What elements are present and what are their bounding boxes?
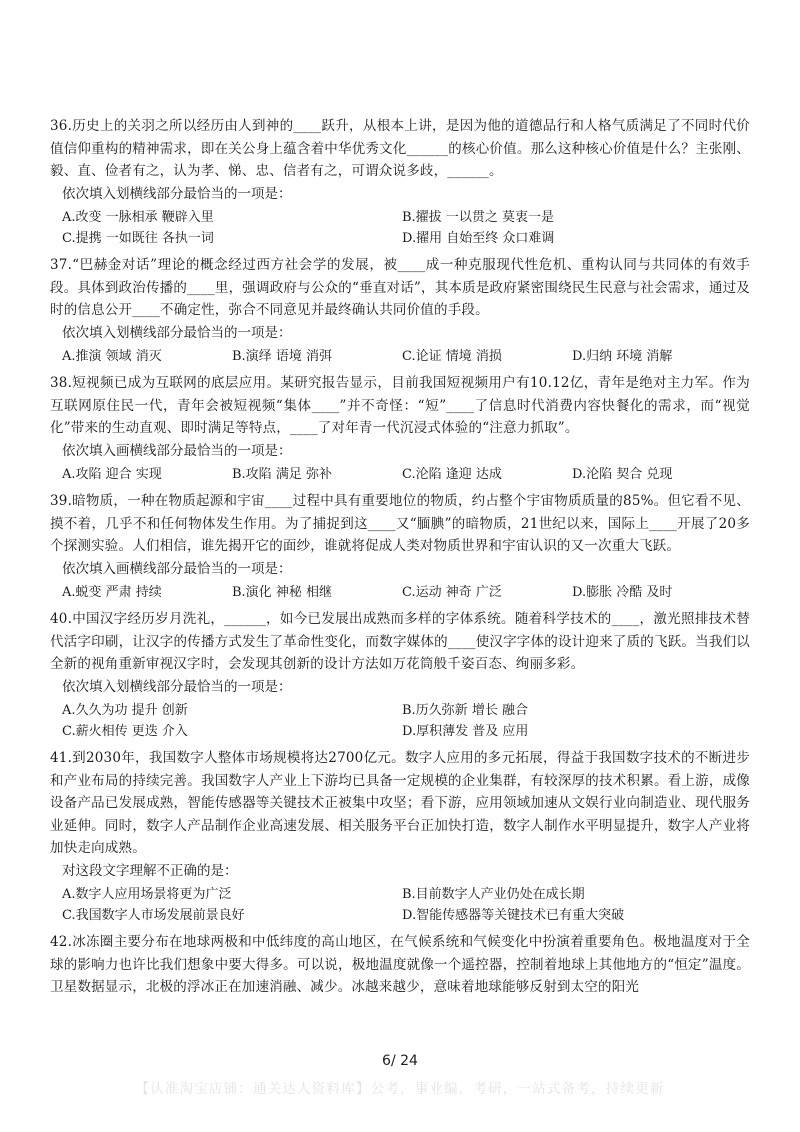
question-40 [50,608,750,742]
question-stem: 41.到2030年，我国数字人整体市场规模将达2700亿元。数字人应用的多元拓展，得益于我国数字技术的不断进步和产业布局的持续完善。我国数字人产业上下游均已具备一定规模的企业集群，有较深厚的技术积累。看上游，成像设备产品已发展成熟，智能传感器等关键技术正被集中攻坚；看下游，应用领域加速从文娱行业向制造业、现代服务业延伸。同时，数字人产品制作企业高速发展、相关服务平台正加快打造，数字人制作水平明显提升，数字人产业将加快走向成熟。 [50,750,750,856]
option-a: A.攻陷 迎合 实现 [62,467,162,482]
question-37 [50,254,750,367]
options [62,582,750,603]
question-prompt: 依次填入画横线部分最恰当的一项是： [62,560,292,577]
page-number: 6/ 24 [382,1053,418,1069]
question-stem: 38.短视频已成为互联网的底层应用。某研究报告显示，目前我国短视频用户有10.12亿，青年是绝对主力军。作为互联网原住民一代，青年会被短视频“集体____”并不奇怪：“短”____了信息时代消费内容快餐化的需求，而“视觉化”带来的生动直观、即时满足等特点，____了对年青一代沉浸式体验的“注意力抓取”。 [50,375,750,436]
question-38 [50,372,750,485]
option-a: A.推演 领域 消灭 [62,349,162,364]
options [62,700,750,742]
options [62,884,750,926]
footer-watermark: 【认准淘宝店铺：通关达人资料库】公考，事业编，考研，一站式备考，持续更新 [135,1081,665,1097]
option-c: C.运动 神奇 广泛 [402,585,502,600]
option-d: D.膨胀 冷酷 及时 [572,585,673,600]
option-b: B.历久弥新 增长 融合 [402,703,528,718]
option-d: D.归纳 环境 消解 [572,349,673,364]
question-stem: 40.中国汉字经历岁月洗礼，______，如今已发展出成熟而多样的字体系统。随着科学技术的____，激光照排技术替代活字印刷，让汉字的传播方式发生了革命性变化，而数字媒体的____使汉字字体的设计迎来了质的飞跃。当我们以全新的视角重新审视汉字时，会发现其创新的设计方法如万花筒般千姿百态、绚丽多彩。 [50,611,750,672]
options [62,207,750,249]
option-b: B.演绎 语境 消弭 [232,349,332,364]
option-c: C.我国数字人市场发展前景良好 [62,908,245,923]
question-stem: 36.历史上的关羽之所以经历由人到神的____跃升，从根本上讲，是因为他的道德品行和人格气质满足了不同时代价值信仰重构的精神需求，即在关公身上蕴含着中华优秀文化______的核心价值。那么这种核心价值是什么？主张刚、毅、直、俭者有之，认为孝、悌、忠、信者有之，可谓众说多歧，______。 [50,118,750,179]
option-a: A.蜕变 严肃 持续 [62,585,162,600]
question-prompt: 依次填入划横线部分最恰当的一项是： [62,678,292,695]
options [62,346,750,367]
question-42 [50,931,750,999]
question-stem: 42.冰冻圈主要分布在地球两极和中低纬度的高山地区，在气候系统和气候变化中扮演着重要角色。极地温度对于全球的影响力也许比我们想象中要大得多。可以说，极地温度就像一个遥控器，控制着地球上其他地方的“恒定”温度。卫星数据显示，北极的浮冰正在加速消融、减少。冰越来越少，意味着地球能够反射到太空的阳光 [50,934,750,995]
option-b: B.攻陷 满足 弥补 [232,467,332,482]
question-36 [50,115,750,249]
option-c: C.提携 一如既往 各执一词 [62,231,214,246]
option-d: D.擢用 自始至终 众口难调 [402,231,555,246]
question-list [50,115,750,1004]
question-prompt: 对这段文字理解不正确的是： [62,862,238,879]
option-d: D.厚积薄发 普及 应用 [402,724,529,739]
option-d: D.智能传感器等关键技术已有重大突破 [402,908,625,923]
options [62,464,750,485]
option-c: C.薪火相传 更迭 介入 [62,724,188,739]
option-a: A.久久为功 提升 创新 [62,703,188,718]
question-39 [50,490,750,603]
question-prompt: 依次填入划横线部分最恰当的一项是： [62,185,292,202]
question-prompt: 依次填入划横线部分最恰当的一项是： [62,324,292,341]
option-a: A.改变 一脉相承 鞭辟入里 [62,210,214,225]
option-c: C.论证 情境 消损 [402,349,502,364]
option-b: B.擢拔 一以贯之 莫衷一是 [402,210,554,225]
question-stem: 37.“巴赫金对话”理论的概念经过西方社会学的发展，被____成一种克服现代性危机、重构认同与共同体的有效手段。具体到政治传播的____里，强调政府与公众的“垂直对话”，其本质是政府紧密围绕民生民意与社会需求，通过及时的信息公开____不确定性，弥合不同意见并最终确认共同价值的手段。 [50,257,750,318]
option-a: A.数字人应用场景将更为广泛 [62,887,232,902]
question-41 [50,747,750,926]
question-prompt: 依次填入画横线部分最恰当的一项是： [62,442,292,459]
question-stem: 39.暗物质，一种在物质起源和宇宙____过程中具有重要地位的物质，约占整个宇宙物质质量的85%。但它看不见、摸不着，几乎不和任何物体发生作用。为了捕捉到这____又“腼腆”的暗物质，21世纪以来，国际上____开展了20多个探测实验。人们相信，谁先揭开它的面纱，谁就将促成人类对物质世界和宇宙认识的又一次重大飞跃。 [50,493,750,554]
option-b: B.演化 神秘 相继 [232,585,332,600]
option-d: D.沦陷 契合 兑现 [572,467,673,482]
option-c: C.沦陷 逢迎 达成 [402,467,502,482]
option-b: B.目前数字人产业仍处在成长期 [402,887,585,902]
